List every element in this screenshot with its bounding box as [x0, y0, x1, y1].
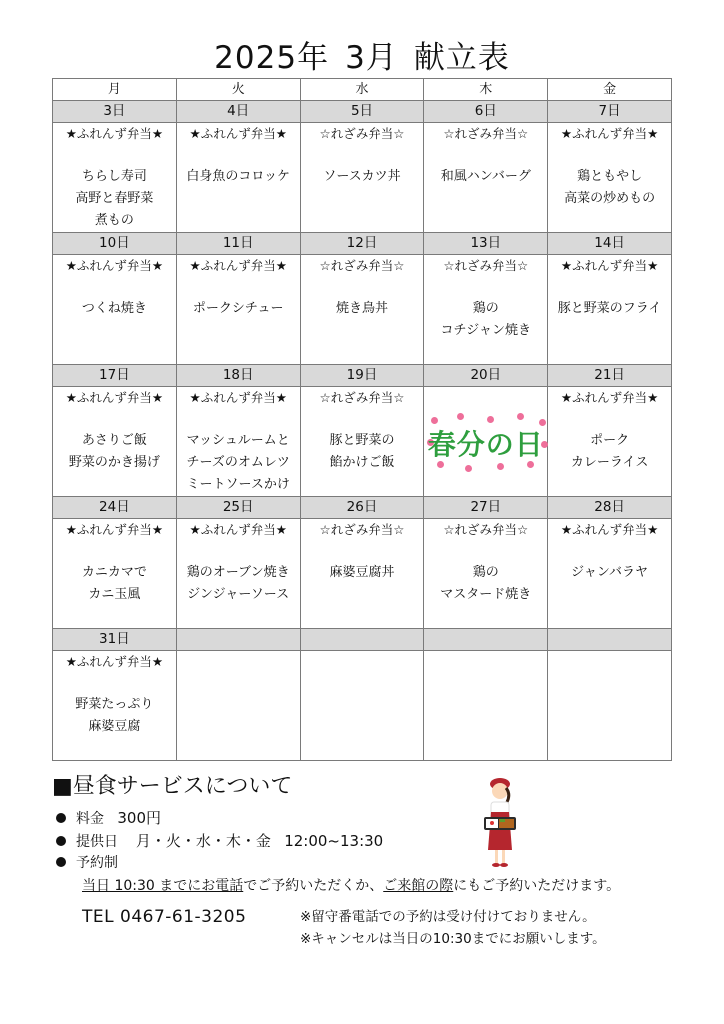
weekday-header-row — [53, 79, 672, 101]
bento-type: ☆れざみ弁当☆ — [443, 258, 529, 273]
dish-line: 煮もの — [94, 213, 134, 228]
bento-type: ☆れざみ弁当☆ — [319, 258, 405, 273]
menu-cell — [176, 123, 300, 233]
dish-name — [301, 166, 424, 188]
dish-line: 豚と野菜の — [329, 433, 395, 448]
menu-cell — [300, 255, 424, 365]
dish-name — [548, 298, 671, 320]
dish-line: ポークシチュー — [192, 301, 284, 316]
dish-name — [301, 430, 424, 474]
dish-name — [53, 298, 176, 320]
menu-row — [53, 651, 672, 761]
date-cell: 10日 — [53, 233, 177, 255]
bento-type: ★ふれんず弁当★ — [560, 390, 659, 405]
date-cell: 20日 — [424, 365, 548, 387]
date-cell: 4日 — [176, 101, 300, 123]
dish-line: コチジャン焼き — [440, 323, 532, 338]
menu-cell — [176, 519, 300, 629]
bento-type: ☆れざみ弁当☆ — [319, 126, 405, 141]
weekday-header: 月 — [53, 79, 177, 101]
date-cell: 25日 — [176, 497, 300, 519]
menu-cell — [176, 387, 300, 497]
page-title — [0, 36, 724, 80]
dish-line: 餡かけご飯 — [329, 455, 395, 470]
bento-type: ★ふれんず弁当★ — [65, 126, 164, 141]
date-cell: 7日 — [548, 101, 672, 123]
dish-name — [424, 298, 547, 342]
bento-type: ☆れざみ弁当☆ — [319, 390, 405, 405]
bento-type: ★ふれんず弁当★ — [65, 258, 164, 273]
sakura-petal-icon — [465, 465, 472, 472]
dish-line: 鶏の — [472, 565, 499, 580]
dish-line: 豚と野菜のフライ — [557, 301, 662, 316]
date-cell: 13日 — [424, 233, 548, 255]
holiday-name: 春分の日 — [427, 428, 544, 461]
dish-line: 野菜たっぷり — [75, 697, 154, 712]
date-cell: 5日 — [300, 101, 424, 123]
reservation-text: にもご予約いただけます。 — [453, 878, 621, 894]
dish-line: マスタード焼き — [440, 587, 532, 602]
note-cancel: ※キャンセルは当日の10:30までにお願いします。 — [300, 931, 606, 947]
dish-line: 鶏の — [472, 301, 499, 316]
dish-line: ジャンバラヤ — [571, 565, 649, 580]
date-cell — [300, 629, 424, 651]
telephone-number: TEL 0467-61-3205 — [82, 907, 247, 927]
bullet-icon — [56, 857, 66, 867]
dish-name — [53, 430, 176, 474]
reservation-detail — [82, 876, 620, 896]
dish-line: ちらし寿司 — [81, 169, 147, 184]
dish-line: カレーライス — [570, 455, 649, 470]
date-cell — [424, 629, 548, 651]
date-cell — [176, 629, 300, 651]
bento-server-illustration — [480, 772, 520, 870]
reservation-text: でご予約いただくか、 — [243, 878, 384, 894]
bento-type: ★ふれんず弁当★ — [189, 390, 287, 405]
dish-name — [424, 166, 547, 188]
date-cell: 24日 — [53, 497, 177, 519]
date-cell: 31日 — [53, 629, 177, 651]
dish-name — [548, 166, 671, 210]
bento-type: ☆れざみ弁当☆ — [443, 126, 529, 141]
dish-name — [177, 562, 300, 606]
weekday-header: 火 — [176, 79, 300, 101]
reservation-line — [56, 853, 118, 873]
dish-line: あさりご飯 — [81, 433, 147, 448]
dish-name — [548, 562, 671, 584]
dish-line: 野菜のかき揚げ — [68, 455, 160, 470]
menu-cell — [548, 387, 672, 497]
dish-line: 白身魚のコロッケ — [186, 169, 291, 184]
menu-cell — [53, 651, 177, 761]
dish-name — [53, 166, 176, 232]
date-cell: 26日 — [300, 497, 424, 519]
sakura-petal-icon — [497, 463, 504, 470]
bullet-icon — [56, 813, 66, 823]
bento-type: ★ふれんず弁当★ — [65, 654, 164, 669]
dish-line: チーズのオムレツ — [186, 455, 290, 470]
title-year: 2025年 — [214, 40, 330, 76]
menu-cell — [424, 651, 548, 761]
dish-name — [548, 430, 671, 474]
date-row — [53, 365, 672, 387]
dish-line: カニ玉風 — [88, 587, 141, 602]
dish-name — [53, 562, 176, 606]
date-cell — [548, 629, 672, 651]
bento-type: ★ふれんず弁当★ — [560, 258, 659, 273]
date-cell: 18日 — [176, 365, 300, 387]
dish-line: カニカマで — [81, 565, 147, 580]
menu-cell — [53, 519, 177, 629]
bento-type: ★ふれんず弁当★ — [189, 126, 287, 141]
dish-line: 鶏ともやし — [577, 169, 643, 184]
date-row — [53, 101, 672, 123]
weekday-header: 水 — [300, 79, 424, 101]
reservation-label: 予約制 — [76, 855, 118, 871]
date-cell: 17日 — [53, 365, 177, 387]
date-cell: 21日 — [548, 365, 672, 387]
dish-name — [177, 430, 300, 496]
date-cell: 28日 — [548, 497, 672, 519]
dish-name — [301, 562, 424, 584]
dish-line: 焼き鳥丼 — [335, 301, 388, 316]
price-label: 料金 — [76, 811, 104, 827]
bullet-icon — [56, 836, 66, 846]
reservation-phone-deadline: 当日 10:30 までにお電話 — [82, 878, 244, 894]
dish-line: ジンジャーソース — [187, 587, 290, 602]
weekday-header: 木 — [424, 79, 548, 101]
bento-type: ★ふれんず弁当★ — [560, 522, 659, 537]
menu-cell — [176, 651, 300, 761]
menu-cell — [424, 255, 548, 365]
menu-cell — [53, 387, 177, 497]
bento-type: ★ふれんず弁当★ — [560, 126, 659, 141]
menu-cell — [424, 387, 548, 497]
sakura-petal-icon — [457, 413, 464, 420]
menu-cell — [548, 519, 672, 629]
dish-name — [53, 694, 176, 738]
menu-cell — [300, 387, 424, 497]
menu-calendar — [52, 78, 672, 761]
dish-name — [301, 298, 424, 320]
date-row — [53, 233, 672, 255]
menu-cell — [300, 519, 424, 629]
date-cell: 27日 — [424, 497, 548, 519]
dish-line: 麻婆豆腐丼 — [329, 565, 395, 580]
menu-cell — [548, 651, 672, 761]
note-answering-machine: ※留守番電話での予約は受け付けておりません。 — [300, 909, 596, 925]
weekday-header: 金 — [548, 79, 672, 101]
title-month: 3月 — [345, 40, 398, 76]
days-label: 提供日 — [76, 834, 118, 850]
dish-line: ミートソースかけ — [186, 477, 290, 492]
holiday-illustration — [427, 413, 545, 471]
price-value: 300円 — [117, 809, 161, 827]
reservation-visit: ご来館の際 — [383, 878, 454, 894]
dish-name — [424, 562, 547, 606]
sakura-petal-icon — [517, 413, 524, 420]
dish-line: 高菜の炒めもの — [564, 191, 656, 206]
date-row — [53, 497, 672, 519]
bento-type: ★ふれんず弁当★ — [189, 258, 287, 273]
sakura-petal-icon — [487, 416, 494, 423]
dish-line: ポーク — [590, 433, 630, 448]
bento-type: ☆れざみ弁当☆ — [443, 522, 529, 537]
date-cell: 11日 — [176, 233, 300, 255]
dish-line: つくね焼き — [81, 301, 147, 316]
date-cell: 6日 — [424, 101, 548, 123]
menu-cell — [300, 123, 424, 233]
days-value: 月・火・水・木・金 — [135, 832, 271, 850]
dish-line: マッシュルームと — [186, 433, 290, 448]
title-label: 献立表 — [413, 40, 510, 76]
menu-row — [53, 519, 672, 629]
date-cell: 19日 — [300, 365, 424, 387]
menu-row — [53, 255, 672, 365]
menu-cell — [548, 123, 672, 233]
menu-cell — [300, 651, 424, 761]
dish-line: 和風ハンバーグ — [440, 169, 531, 184]
menu-cell — [176, 255, 300, 365]
service-heading: ■昼食サービスについて — [52, 774, 293, 799]
menu-row — [53, 387, 672, 497]
dish-line: 麻婆豆腐 — [88, 719, 141, 734]
dish-line: 高野と春野菜 — [75, 191, 154, 206]
dish-name — [177, 166, 300, 188]
dish-name — [177, 298, 300, 320]
price-line — [56, 808, 161, 829]
dish-line: ソースカツ丼 — [323, 169, 401, 184]
bento-type: ★ふれんず弁当★ — [189, 522, 287, 537]
menu-cell — [53, 255, 177, 365]
dish-line: 鶏のオーブン焼き — [186, 565, 290, 580]
bento-type: ★ふれんず弁当★ — [65, 390, 164, 405]
bento-type: ★ふれんず弁当★ — [65, 522, 164, 537]
bento-type: ☆れざみ弁当☆ — [319, 522, 405, 537]
menu-cell — [424, 519, 548, 629]
date-row — [53, 629, 672, 651]
date-cell: 14日 — [548, 233, 672, 255]
service-hours: 12:00~13:30 — [284, 832, 384, 850]
menu-cell — [548, 255, 672, 365]
service-days-line — [56, 831, 383, 852]
date-cell: 3日 — [53, 101, 177, 123]
date-cell: 12日 — [300, 233, 424, 255]
menu-cell — [424, 123, 548, 233]
menu-cell — [53, 123, 177, 233]
menu-row — [53, 123, 672, 233]
